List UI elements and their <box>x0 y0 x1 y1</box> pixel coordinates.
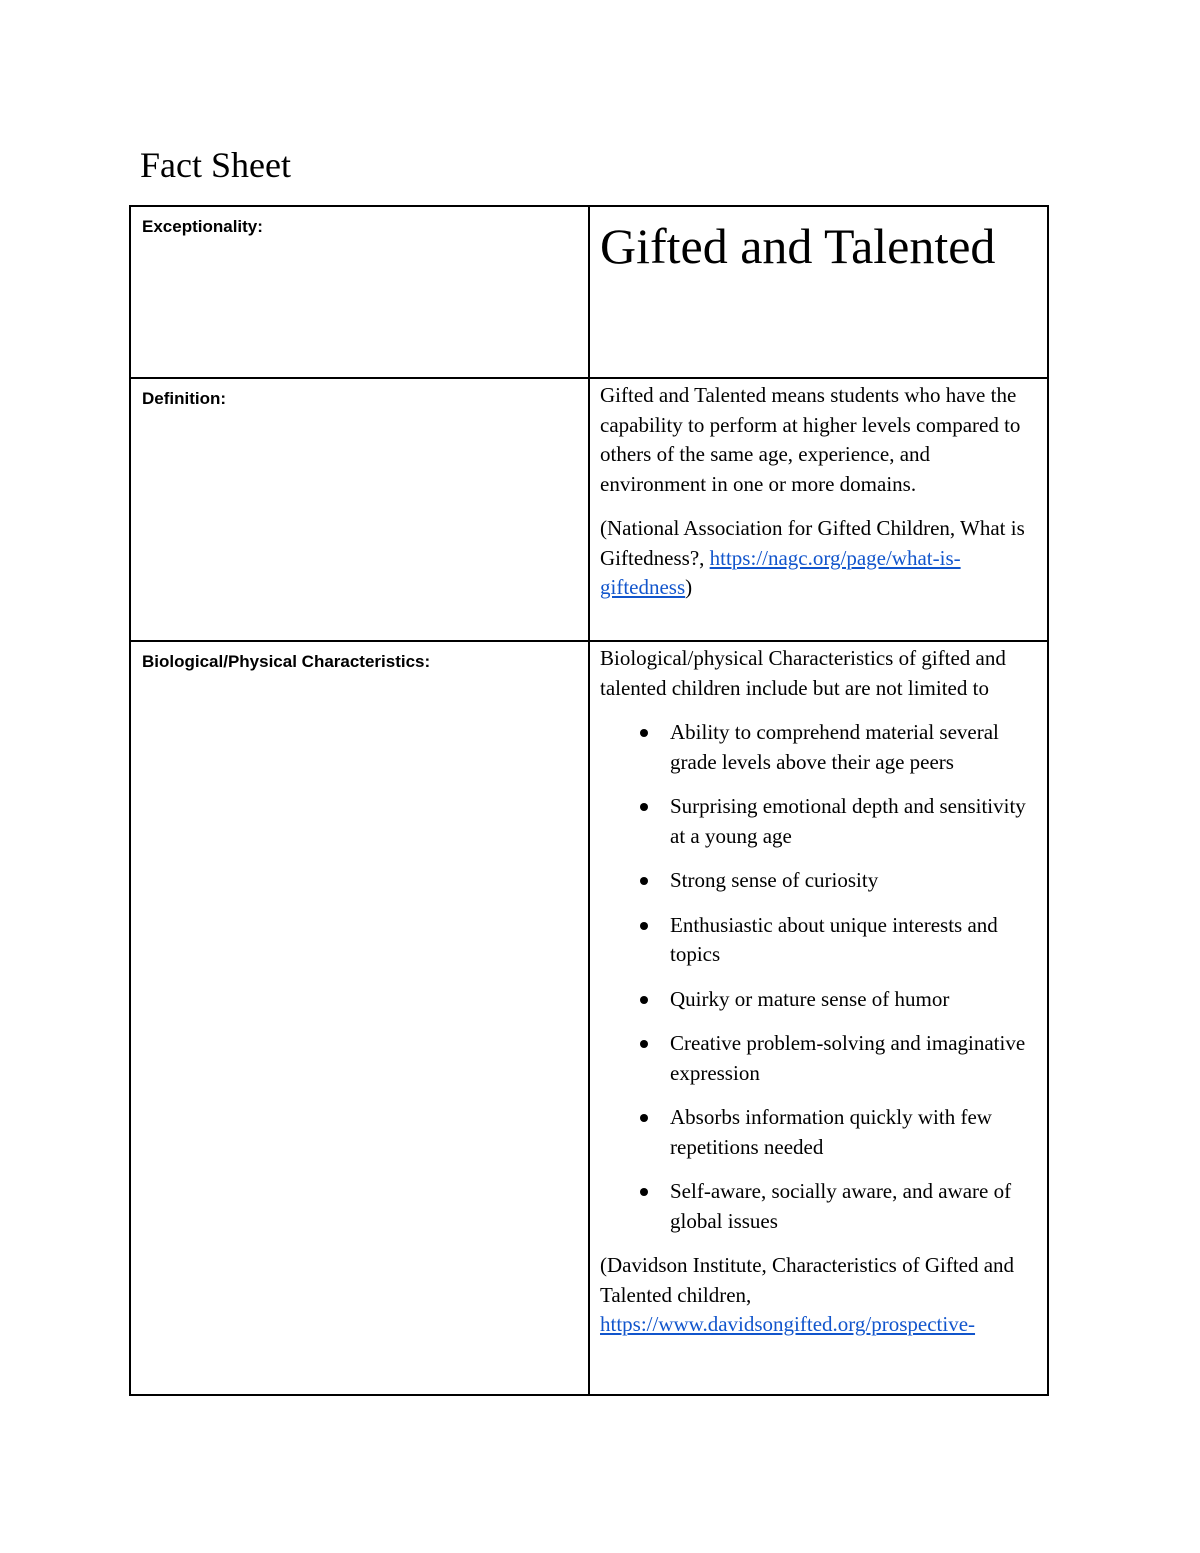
exceptionality-label-cell <box>130 206 589 378</box>
list-item: Surprising emotional depth and sensitivity at a young age <box>600 792 1037 851</box>
characteristics-list <box>600 718 1037 1236</box>
list-item: Creative problem-solving and imaginative expression <box>600 1029 1037 1088</box>
definition-value-cell <box>589 378 1048 641</box>
bullet-icon <box>640 1114 648 1122</box>
list-item: Ability to comprehend material several grade levels above their age peers <box>600 718 1037 777</box>
bullet-icon <box>640 1188 648 1196</box>
biological-label-cell <box>130 641 589 1395</box>
biological-intro: Biological/physical Characteristics of gifted and talented children include but are not limited to <box>600 646 1006 700</box>
bullet-icon <box>640 1040 648 1048</box>
exceptionality-value: Gifted and Talented <box>600 218 996 274</box>
table-row-definition <box>130 378 1048 641</box>
list-item: Quirky or mature sense of humor <box>600 985 1037 1015</box>
table-row-exceptionality <box>130 206 1048 378</box>
biological-citation-prefix: (Davidson Institute, Characteristics of Gifted and Talented children, <box>600 1253 1015 1307</box>
list-item: Strong sense of curiosity <box>600 866 1037 896</box>
exceptionality-label: Exceptionality: <box>142 217 263 236</box>
page-title: Fact Sheet <box>140 145 291 185</box>
biological-citation <box>600 1251 1037 1340</box>
list-item: Absorbs information quickly with few repetitions needed <box>600 1103 1037 1162</box>
biological-label: Biological/Physical Characteristics: <box>142 652 431 671</box>
bullet-icon <box>640 803 648 811</box>
list-item: Enthusiastic about unique interests and topics <box>600 911 1037 970</box>
definition-citation <box>600 514 1037 603</box>
biological-value-cell <box>589 641 1048 1395</box>
bullet-icon <box>640 877 648 885</box>
definition-citation-prefix: (National Association for Gifted Children, What is Giftedness?, <box>600 516 1025 570</box>
table-row-biological <box>130 641 1048 1395</box>
exceptionality-value-cell <box>589 206 1048 378</box>
bullet-icon <box>640 729 648 737</box>
bullet-icon <box>640 922 648 930</box>
definition-label: Definition: <box>142 389 227 408</box>
definition-text: Gifted and Talented means students who have the capability to perform at higher levels compared to others of the same age, experience, and environment in one or more domains. <box>600 383 1021 496</box>
list-item: Self-aware, socially aware, and aware of global issues <box>600 1177 1037 1236</box>
definition-label-cell <box>130 378 589 641</box>
fact-sheet-table <box>129 205 1049 1396</box>
bullet-icon <box>640 996 648 1004</box>
definition-citation-link[interactable]: https://nagc.org/page/what-is-giftedness <box>600 545 961 599</box>
definition-citation-suffix: ) <box>685 575 693 599</box>
biological-citation-link[interactable]: https://www.davidsongifted.org/prospective- <box>600 1312 976 1336</box>
